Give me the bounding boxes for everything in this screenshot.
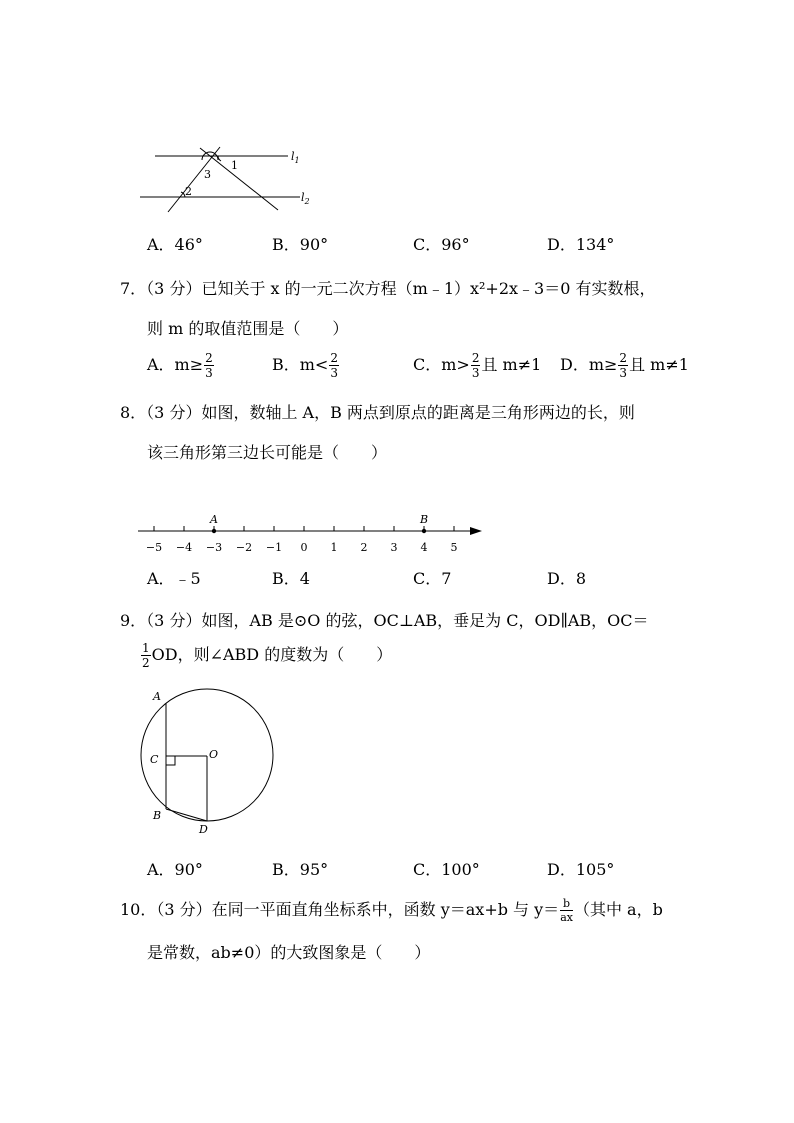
- axis-tick-label: 0: [300, 541, 308, 554]
- label-c: C: [150, 753, 159, 766]
- q6-option-d[interactable]: D．134°: [547, 235, 615, 254]
- q7-option-b[interactable]: B．m< $\frac{2}{3}$: [272, 351, 338, 380]
- transversal-right: [200, 148, 278, 210]
- q8-option-d[interactable]: D．8: [547, 569, 587, 588]
- q9-circle-figure: [135, 685, 285, 840]
- label-d: D: [199, 823, 208, 836]
- q10-stem-line2: 是常数，ab≠0）的大致图象是（ ）: [147, 943, 431, 962]
- q6-figure: [130, 140, 330, 215]
- axis-tick-label: −4: [175, 541, 193, 554]
- angle-label-3: 3: [204, 168, 211, 181]
- point-a-label: A: [210, 513, 218, 526]
- q6-option-c[interactable]: C．96°: [413, 235, 470, 254]
- label-b: B: [153, 809, 162, 822]
- label-o: O: [209, 748, 219, 761]
- right-angle-mark: [166, 756, 175, 765]
- label-a: A: [153, 690, 161, 703]
- q8-stem-line2: 该三角形第三边长可能是（ ）: [147, 443, 388, 462]
- q9-option-a[interactable]: A．90°: [147, 860, 203, 879]
- angle-label-1: 1: [231, 159, 238, 172]
- q8-number-line: [130, 505, 490, 555]
- q7-option-a[interactable]: A．m≥ $\frac{2}{3}$: [147, 351, 213, 380]
- axis-tick-label: −2: [235, 541, 253, 554]
- q9-option-b[interactable]: B．95°: [272, 860, 329, 879]
- point-a: [212, 529, 216, 533]
- axis-tick-label: −5: [145, 541, 163, 554]
- angle-label-2: 2: [185, 185, 192, 198]
- q7-option-c[interactable]: C．m> $\frac{2}{3}$ 且 m≠1: [413, 351, 542, 380]
- q7-stem-line1: 7．（3 分）已知关于 x 的一元二次方程（m﹣1）x²+2x﹣3＝0 有实数根，: [120, 279, 656, 298]
- axis-tick-label: 1: [330, 541, 338, 554]
- label-l1: $l_1$: [291, 150, 300, 165]
- axis-tick-label: 4: [420, 541, 428, 554]
- q9-stem-line2: $\frac{1}{2}$ OD，则∠ABD 的度数为（ ）: [142, 641, 393, 670]
- segment-bd: [166, 809, 207, 821]
- q9-option-d[interactable]: D．105°: [547, 860, 615, 879]
- point-b-label: B: [419, 513, 429, 526]
- q10-stem-line1: 10．（3 分）在同一平面直角坐标系中，函数 y＝ax+b 与 y＝ $\frac{b}{ax}$ （其中 a，b: [120, 897, 663, 924]
- transversal-left: [168, 147, 220, 212]
- q8-option-a[interactable]: A．﹣5: [147, 569, 201, 588]
- q8-option-c[interactable]: C．7: [413, 569, 452, 588]
- q6-option-a[interactable]: A．46°: [147, 235, 203, 254]
- axis-tick-label: −3: [205, 541, 223, 554]
- angle-arc-1: [218, 156, 221, 161]
- q7-option-d[interactable]: D．m≥ $\frac{2}{3}$ 且 m≠1: [560, 351, 689, 380]
- axis-tick-label: −1: [265, 541, 283, 554]
- q9-stem-line1: 9．（3 分）如图，AB 是⊙O 的弦，OC⊥AB，垂足为 C，OD∥AB，OC＝: [120, 611, 649, 630]
- q8-option-b[interactable]: B．4: [272, 569, 310, 588]
- axis-tick-label: 2: [360, 541, 368, 554]
- q8-stem-line1: 8．（3 分）如图，数轴上 A，B 两点到原点的距离是三角形两边的长，则: [120, 403, 635, 422]
- axis-tick-label: 5: [450, 541, 458, 554]
- q7-stem-line2: 则 m 的取值范围是（ ）: [147, 319, 349, 338]
- point-b: [422, 529, 426, 533]
- label-l2: $l_2$: [301, 191, 310, 206]
- q6-option-b[interactable]: B．90°: [272, 235, 329, 254]
- axis-arrow: [470, 527, 482, 535]
- q9-option-c[interactable]: C．100°: [413, 860, 480, 879]
- axis-tick-label: 3: [390, 541, 398, 554]
